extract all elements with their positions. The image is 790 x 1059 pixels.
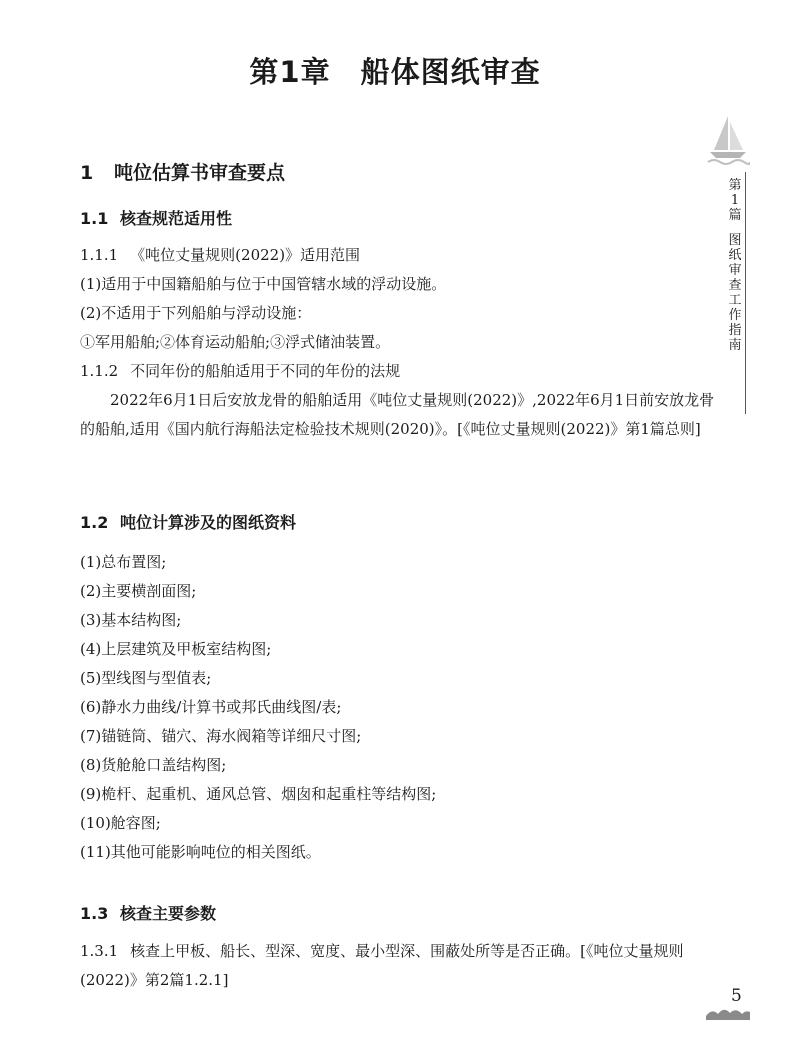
list-item: (9)桅杆、起重机、通风总管、烟囱和起重柱等结构图; <box>80 785 437 803</box>
part-title: 图纸审查工作指南 <box>728 233 742 353</box>
chapter-title: 第1章 船体图纸审查 <box>249 55 541 89</box>
list-item: (8)货舱舱口盖结构图; <box>80 756 227 774</box>
wave-icon <box>706 1004 750 1020</box>
page-number: 5 <box>731 986 742 1006</box>
list-item: (4)上层建筑及甲板室结构图; <box>80 640 272 658</box>
section-heading-1-2: 1.2 吨位计算涉及的图纸资料 <box>80 513 297 532</box>
list-item: (2)不适用于下列船舶与浮动设施： <box>80 304 312 322</box>
list-item: (5)型线图与型值表; <box>80 669 212 687</box>
paragraph-1-1-2: 2022年6月1日后安放龙骨的船舶适用《吨位丈量规则(2022)》,2022年6月1日前安放龙骨的船舶,适用《国内航行海船法定检验技术规则(2020)》。[《吨位丈量规则(2022)》第1篇总则] <box>80 391 715 438</box>
section-heading-1-3: 1.3 核查主要参数 <box>80 904 217 923</box>
list-item: (1)适用于中国籍船舶与位于中国管辖水域的浮动设施。 <box>80 275 447 293</box>
sailboat-icon <box>706 112 750 168</box>
list-item: (10)舱容图; <box>80 814 161 832</box>
part-label: 第1篇 <box>728 178 742 223</box>
section-heading-1-1: 1.1 核查规范适用性 <box>80 209 233 228</box>
side-divider <box>745 172 746 414</box>
list-item: (6)静水力曲线/计算书或邦氏曲线图/表; <box>80 698 342 716</box>
list-item: (3)基本结构图; <box>80 611 182 629</box>
list-item: ①军用船舶;②体育运动船舶;③浮式储油装置。 <box>80 333 391 351</box>
list-item: (2)主要横剖面图; <box>80 582 197 600</box>
list-item: (7)锚链筒、锚穴、海水阀箱等详细尺寸图; <box>80 727 362 745</box>
running-header <box>726 178 744 353</box>
section-heading-1: 1 吨位估算书审查要点 <box>80 162 286 184</box>
paragraph-1-3-1: 1.3.1 核查上甲板、船长、型深、宽度、最小型深、围蔽处所等是否正确。[《吨位丈量规则(2022)》第2篇1.2.1] <box>80 942 684 989</box>
list-item: (11)其他可能影响吨位的相关图纸。 <box>80 843 321 861</box>
subsection-1-1-2: 1.1.2 不同年份的船舶适用于不同的年份的法规 <box>80 362 401 380</box>
subsection-1-1-1: 1.1.1 《吨位丈量规则(2022)》适用范围 <box>80 246 361 264</box>
list-item: (1)总布置图; <box>80 553 167 571</box>
